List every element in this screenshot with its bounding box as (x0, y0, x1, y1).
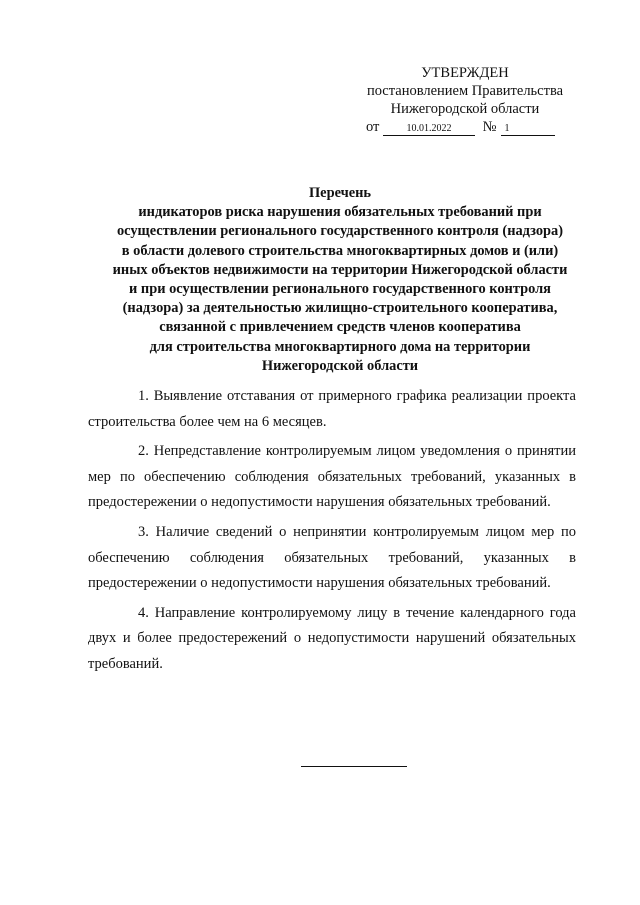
document-title (70, 184, 610, 376)
end-rule-divider (301, 766, 407, 767)
approval-date-line (360, 118, 570, 136)
list-item: 1. Выявление отставания от примерного графика реализации проекта строительства более чем на 6 месяцев. (88, 388, 576, 430)
title-line: индикаторов риска нарушения обязательных требований при (138, 204, 542, 221)
approval-line-2: Нижегородской области (390, 101, 540, 117)
title-line: осуществлении регионального государственного контроля (надзора) (116, 223, 564, 240)
title-line: в области долевого строительства многоквартирных домов и (или) (121, 242, 559, 259)
list-item: 3. Наличие сведений о непринятии контролируемым лицом мер по обеспечению соблюдения обязательных требований, указанных в предостережении о недопустимости нарушения обязательных требований. (88, 523, 576, 592)
title-line: (надзора) за деятельностью жилищно-строительного кооператива, (122, 300, 558, 317)
number-label: № (482, 119, 497, 135)
approval-line-1: постановлением Правительства (366, 83, 564, 99)
title-line: связанной с привлечением средств членов кооператива (159, 319, 521, 336)
title-line: и при осуществлении регионального государственного контроля (129, 281, 551, 298)
title-line: иных объектов недвижимости на территории Нижегородской области (112, 261, 568, 278)
list-item: 4. Направление контролируемому лицу в течение календарного года двух и более предостережений о недопустимости нарушений обязательных требований. (88, 604, 576, 672)
approval-heading: УТВЕРЖДЕН (421, 65, 509, 81)
approval-block (360, 64, 570, 136)
title-line: Нижегородской области (261, 357, 419, 374)
title-line: для строительства многоквартирного дома на территории (149, 338, 531, 355)
title-line: Перечень (308, 185, 372, 201)
list-item: 2. Непредставление контролируемым лицом уведомления о принятии мер по обеспечению соблюдения обязательных требований, указанных в предостережении о недопустимости нарушения обязательных требований. (88, 443, 576, 511)
date-field: 10.01.2022 (383, 123, 475, 136)
number-field: 1 (501, 123, 555, 136)
document-body (88, 384, 576, 682)
date-prefix: от (366, 119, 380, 135)
